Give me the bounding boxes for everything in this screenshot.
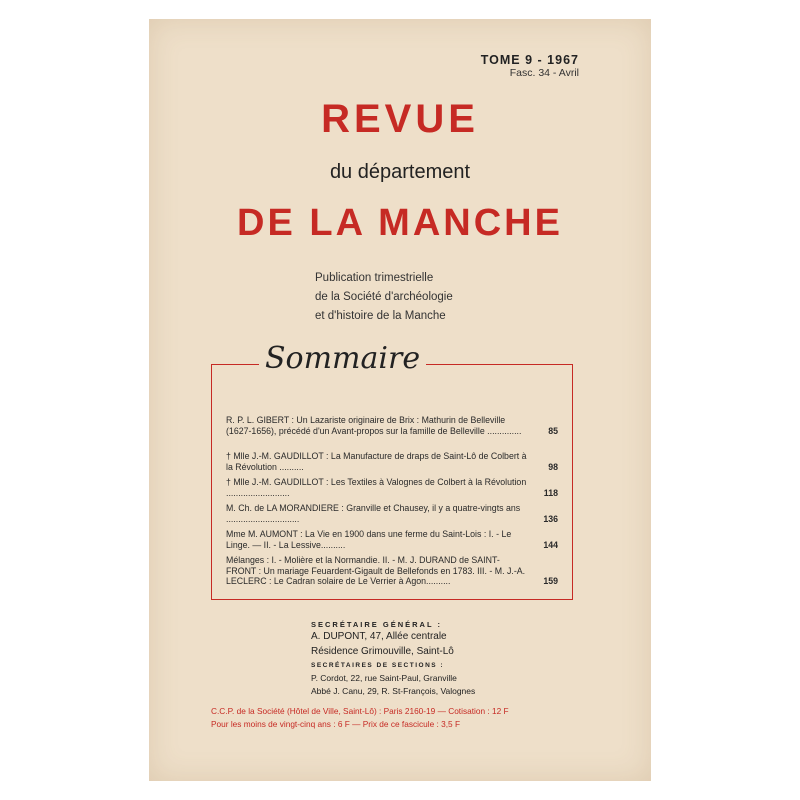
journal-cover	[149, 19, 651, 781]
entry-page: 98	[548, 461, 558, 472]
sommaire-entry	[226, 477, 558, 498]
entry-page: 144	[543, 539, 558, 550]
sommaire-entry	[226, 555, 558, 587]
secretaires-sections-line: Abbé J. Canu, 29, R. St-François, Valognes	[311, 686, 476, 696]
entry-text: M. Ch. de LA MORANDIERE : Granville et Chausey, il y a quatre-vingts ans ..............................	[226, 503, 521, 524]
entry-page: 85	[548, 425, 558, 436]
entry-text: R. P. L. GIBERT : Un Lazariste originaire de Brix : Mathurin de Belleville (1627-1656), précédé d'un Avant-propos sur la famille de Belleville ..............	[226, 415, 522, 436]
title-departement: du département	[329, 161, 471, 183]
entry-text: Mélanges : I. - Molière et la Normandie. II. - M. J. DURAND de SAINT-FRONT : Un mariage Feuardent-Gigault de Bellefonds en 1783. III. - M. J.-A. LECLERC : Le Cadran solaire de Le Verrier à Agon..........	[226, 555, 526, 586]
entry-text: † Mlle J.-M. GAUDILLOT : Les Textiles à Valognes de Colbert à la Révolution ..........................	[226, 477, 527, 498]
title-revue: REVUE	[321, 97, 479, 141]
entry-page: 118	[543, 487, 558, 498]
footer-ccp-line: C.C.P. de la Société (Hôtel de Ville, Saint-Lô) : Paris 2160-19 — Cotisation : 12 F	[211, 706, 509, 716]
title-manche: DE LA MANCHE	[237, 202, 563, 244]
footer-price-line: Pour les moins de vingt-cinq ans : 6 F — Prix de ce fascicule : 3,5 F	[211, 719, 461, 729]
sommaire-entry	[226, 451, 558, 472]
sommaire-entry	[226, 415, 558, 436]
publication-info	[315, 269, 453, 326]
secretaire-general-line: Résidence Grimouville, Saint-Lô	[311, 646, 454, 657]
secretaires-sections-line: P. Cordot, 22, rue Saint-Paul, Granville	[311, 673, 457, 683]
sommaire-box	[211, 364, 573, 600]
sommaire-entry	[226, 503, 558, 524]
secretaire-general-label: SECRÉTAIRE GÉNÉRAL :	[311, 620, 442, 629]
entry-text: Mme M. AUMONT : La Vie en 1900 dans une ferme du Saint-Lois : I. - Le Linge. — II. - La Lessive..........	[226, 529, 512, 550]
sommaire-heading: Sommaire	[259, 341, 426, 376]
entry-page: 159	[543, 576, 558, 586]
sommaire-entry	[226, 529, 558, 550]
secretaire-general-line: A. DUPONT, 47, Allée centrale	[311, 631, 447, 642]
publication-line: de la Société d'archéologie	[315, 291, 453, 303]
entry-page: 136	[543, 513, 558, 524]
publication-line: et d'histoire de la Manche	[315, 310, 446, 322]
publication-line: Publication trimestrielle	[315, 272, 434, 284]
fascicle-month: Fasc. 34 - Avril	[509, 67, 579, 79]
secretaires-sections-label: SECRÉTAIRES DE SECTIONS :	[311, 662, 445, 669]
entry-text: † Mlle J.-M. GAUDILLOT : La Manufacture de draps de Saint-Lô de Colbert à la Révolution ..........	[226, 451, 527, 472]
tome-year: TOME 9 - 1967	[480, 53, 579, 67]
